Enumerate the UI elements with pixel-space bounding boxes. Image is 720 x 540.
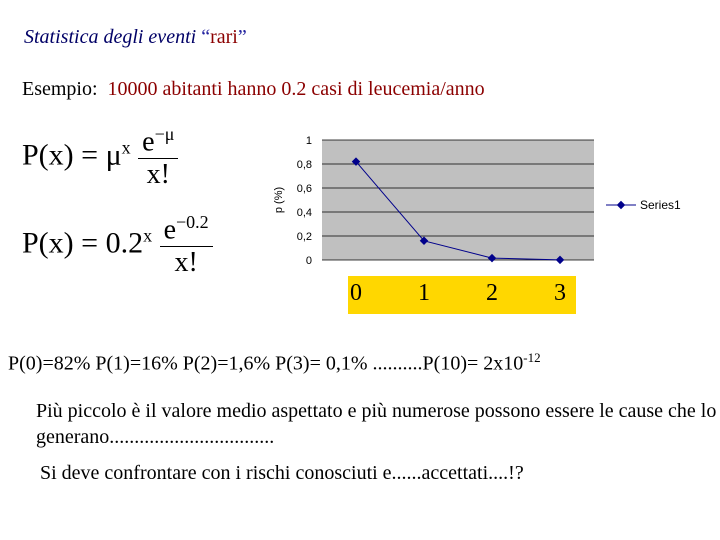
paragraph-mean-value: Più piccolo è il valore medio aspettato e più numerose possono essere le cause che lo generano.................................	[36, 400, 717, 448]
formula-specific-num: e	[163, 214, 177, 246]
formula-specific-fraction	[160, 212, 213, 279]
formula-specific	[22, 212, 213, 279]
paragraph-risk: Si deve confrontare con i rischi conosciuti e......accettati....!?	[40, 462, 524, 484]
example-text: 10000 abitanti hanno 0.2 casi di leucemia/anno	[107, 78, 485, 100]
x-axis-labels-box	[348, 276, 576, 314]
x-tick-label: 3	[554, 280, 566, 306]
formula-general-exp: x	[121, 137, 131, 158]
y-axis-label: p (%)	[273, 186, 285, 214]
probabilities-text: P(0)=82% P(1)=16% P(2)=1,6% P(3)= 0,1% ..........P(10)= 2x10	[8, 352, 524, 375]
legend-series-name: Series1	[640, 198, 681, 212]
x-tick-label: 2	[486, 280, 498, 306]
formula-specific-num-exp: −0.2	[176, 212, 209, 232]
title-rari: rari	[210, 26, 238, 48]
formula-specific-lhs: P(x) = 0.2	[22, 226, 144, 260]
x-tick-label: 1	[418, 280, 430, 306]
probabilities-exponent: -12	[523, 350, 541, 365]
formula-specific-den: x!	[174, 247, 198, 279]
x-tick-label: 0	[350, 280, 362, 306]
y-tick-label: 0,2	[296, 231, 312, 243]
y-tick-label: 0,4	[296, 207, 312, 219]
title-close-quote: ”	[237, 26, 247, 48]
slide-title	[24, 26, 247, 49]
probabilities-line	[8, 350, 541, 376]
y-tick-label: 0,6	[296, 183, 312, 195]
y-tick-label: 1	[305, 135, 312, 147]
legend-marker	[617, 201, 625, 209]
formula-specific-exp: x	[143, 225, 153, 246]
formula-general-den: x!	[146, 159, 170, 191]
example-label: Esempio:	[22, 78, 98, 100]
y-tick-label: 0	[305, 255, 312, 267]
formula-general-fraction	[138, 124, 178, 191]
title-text: Statistica degli eventi	[24, 26, 202, 48]
plot-area	[322, 140, 594, 260]
formula-general-lhs: P(x) = μ	[22, 138, 122, 172]
formula-general	[22, 124, 178, 191]
formula-general-num-exp: −μ	[154, 124, 175, 144]
poisson-chart	[268, 130, 708, 280]
title-open-quote: “	[201, 26, 211, 48]
example-line	[22, 78, 485, 101]
formula-general-num: e	[142, 126, 155, 158]
legend	[606, 198, 681, 212]
y-tick-label: 0,8	[296, 159, 312, 171]
